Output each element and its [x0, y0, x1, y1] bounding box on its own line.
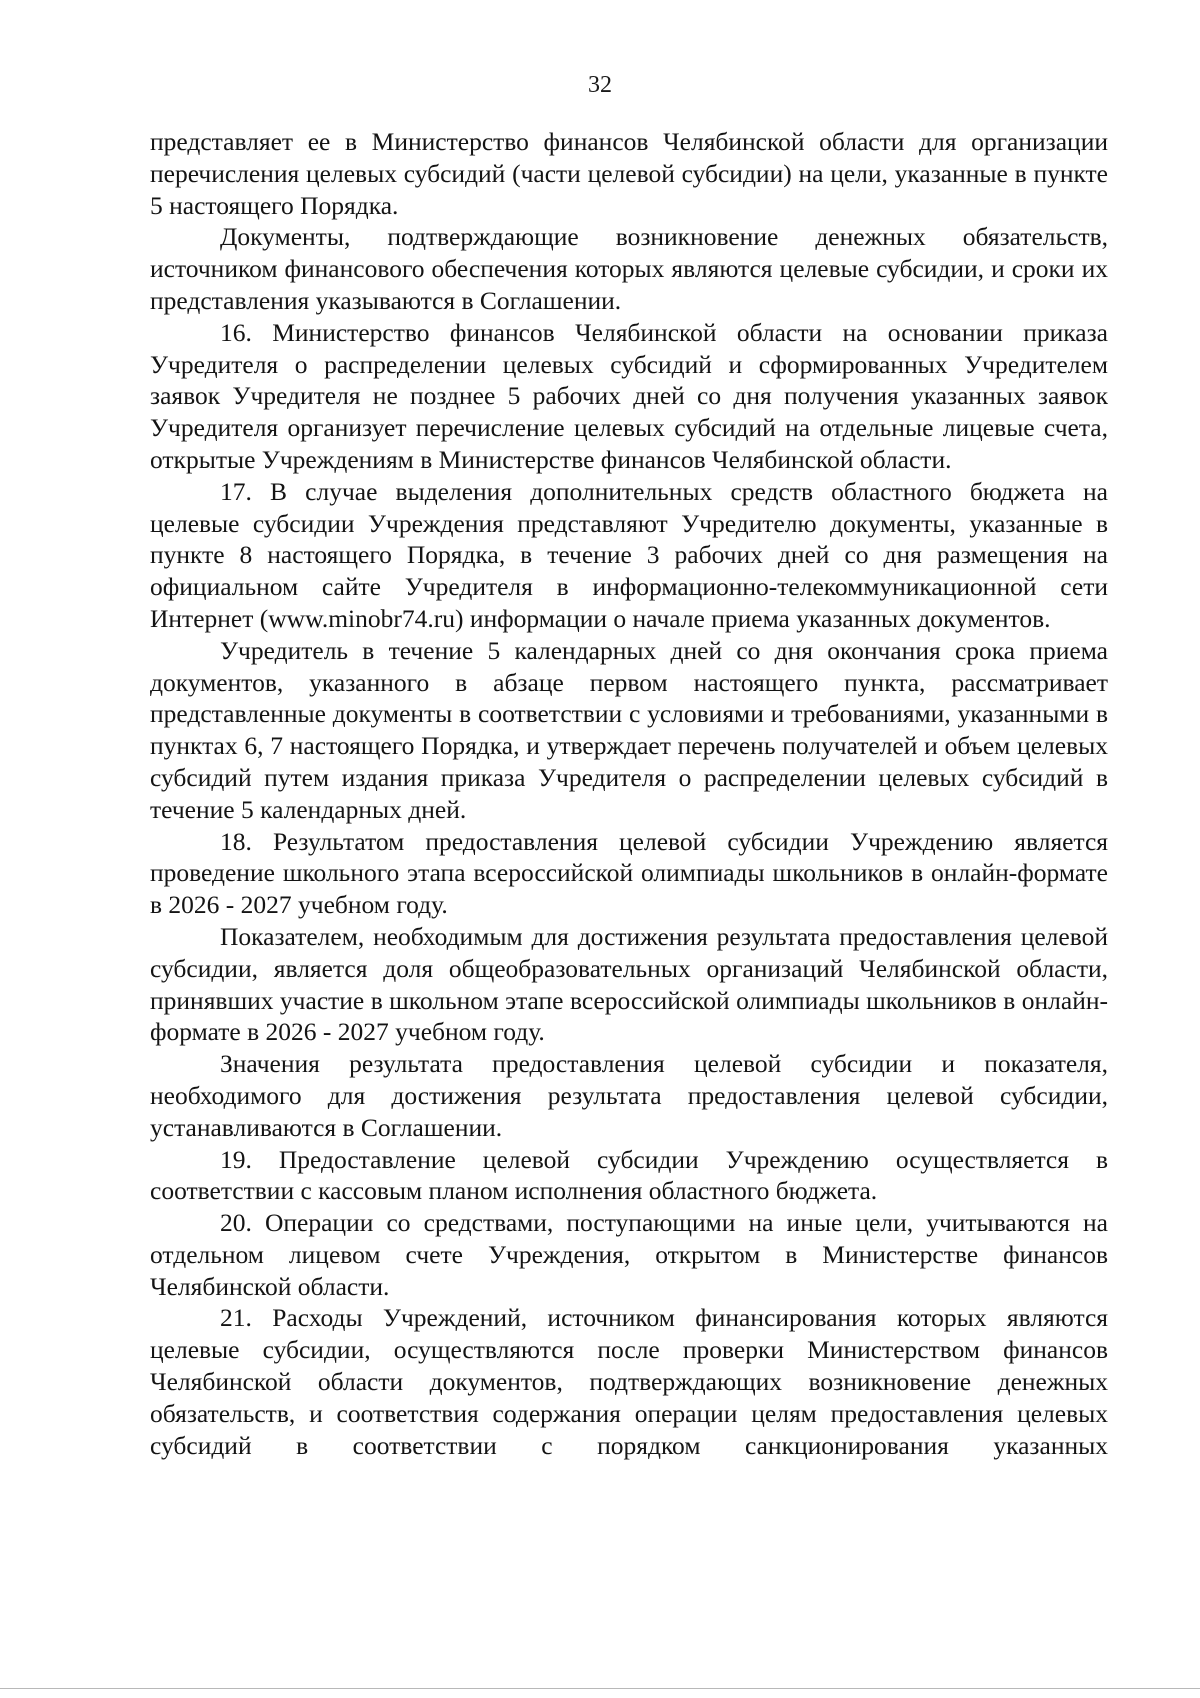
paragraph-item-16: 16. Министерство финансов Челябинской области на основании приказа Учредителя о распределении целевых субсидий и сформированных Учредителем заявок Учредителя не позднее 5 рабочих дней со дня получения указанных заявок Учредителя организует перечисление целевых субсидий на отдельные лицевые счета, открытые Учреждениям в Министерстве финансов Челябинской области.	[150, 317, 1108, 474]
paragraph-item-17: 17. В случае выделения дополнительных средств областного бюджета на целевые субсидии Учреждения представляют Учредителю документы, указанные в пункте 8 настоящего Порядка, в течение 3 рабочих дней со дня размещения на официальном сайте Учредителя в информационно-телекоммуникационной сети Интернет (www.minobr74.ru) информации о начале приема указанных документов.	[150, 476, 1108, 633]
document-body	[150, 126, 1108, 1461]
paragraph-founder-review: Учредитель в течение 5 календарных дней со дня окончания срока приема документов, указанного в абзаце первом настоящего пункта, рассматривает представленные документы в соответствии с условиями и требованиями, указанными в пунктах 6, 7 настоящего Порядка, и утверждает перечень получателей и объем целевых субсидий путем издания приказа Учредителя о распределении целевых субсидий в течение 5 календарных дней.	[150, 635, 1108, 824]
paragraph-values: Значения результата предоставления целевой субсидии и показателя, необходимого для достижения результата предоставления целевой субсидии, устанавливаются в Соглашении.	[150, 1049, 1108, 1142]
paragraph-item-20: 20. Операции со средствами, поступающими на иные цели, учитываются на отдельном лицевом счете Учреждения, открытом в Министерстве финансов Челябинской области.	[150, 1208, 1108, 1301]
paragraph-item-18: 18. Результатом предоставления целевой субсидии Учреждению является проведение школьного этапа всероссийской олимпиады школьников в онлайн-формате в 2026 - 2027 учебном году.	[150, 826, 1108, 920]
page-number: 32	[588, 72, 612, 98]
scan-edge-line	[0, 1688, 1200, 1689]
paragraph-item-19: 19. Предоставление целевой субсидии Учреждению осуществляется в соответствии с кассовым планом исполнения областного бюджета.	[150, 1144, 1108, 1206]
paragraph-item-21: 21. Расходы Учреждений, источником финансирования которых являются целевые субсидии, осуществляются после проверки Министерством финансов Челябинской области документов, подтверждающих возникновение денежных обязательств, и соответствия содержания операции целям предоставления целевых субсидий в соответствии с порядком санкционирования указанных	[150, 1303, 1108, 1460]
paragraph-indicator: Показателем, необходимым для достижения результата предоставления целевой субсидии, является доля общеобразовательных организаций Челябинской области, принявших участие в школьном этапе всероссийской олимпиады школьников в онлайн-формате в 2026 - 2027 учебном году.	[150, 921, 1108, 1047]
paragraph-continuation: представляет ее в Министерство финансов Челябинской области для организации перечисления целевых субсидий (части целевой субсидии) на цели, указанные в пункте 5 настоящего Порядка.	[150, 127, 1108, 220]
paragraph-documents: Документы, подтверждающие возникновение денежных обязательств, источником финансового обеспечения которых являются целевые субсидии, и сроки их представления указываются в Соглашении.	[150, 222, 1108, 315]
